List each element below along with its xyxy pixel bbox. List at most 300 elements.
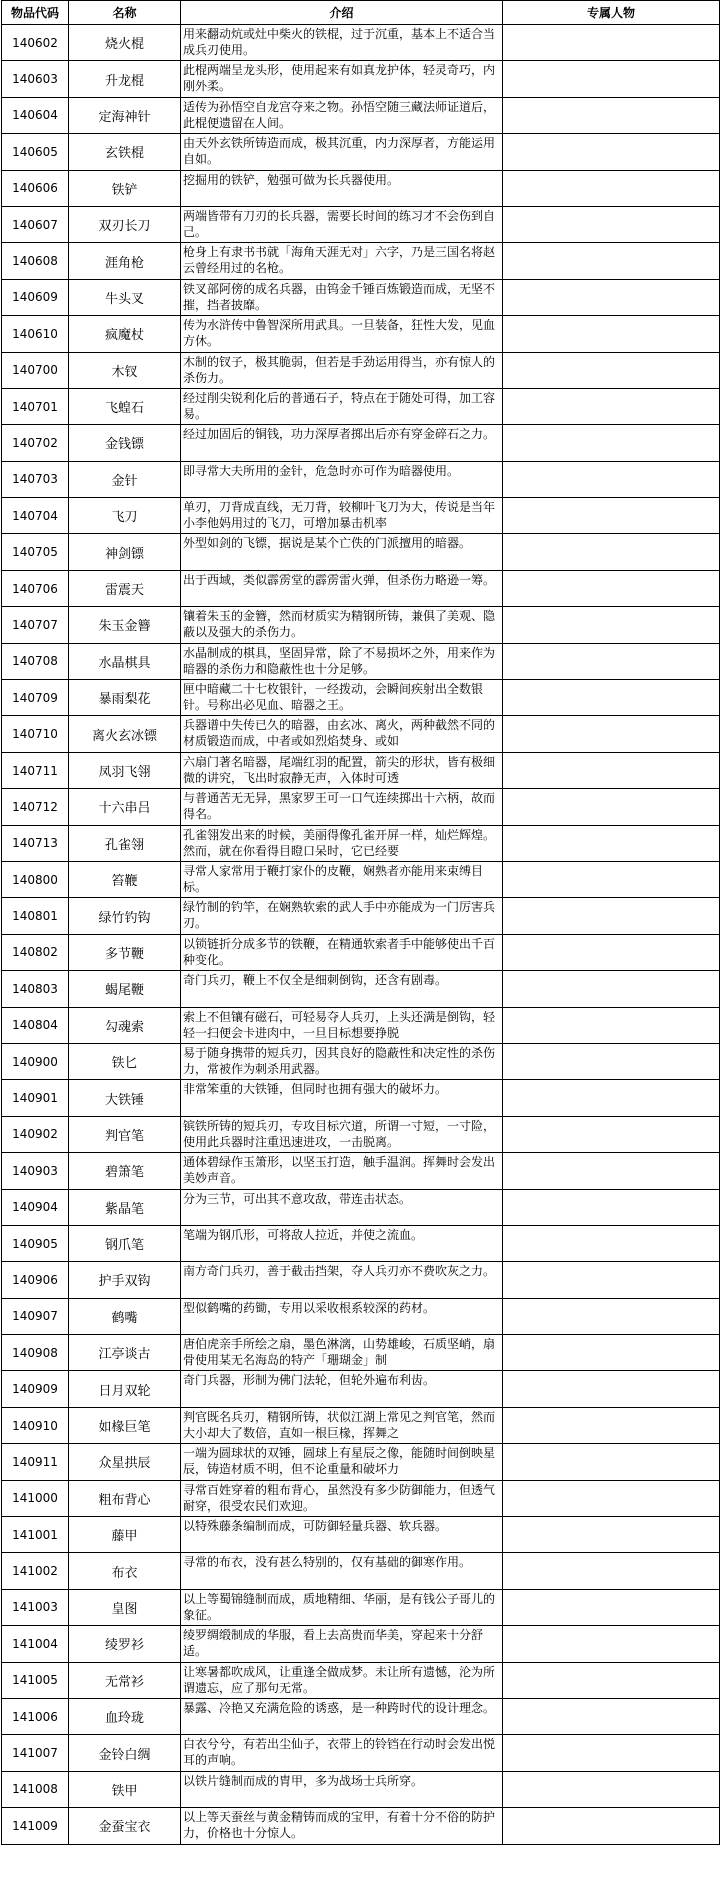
item-description-cell: [181, 825, 503, 861]
item-description-cell: [181, 388, 503, 424]
item-code: 141002: [2, 1553, 69, 1589]
table-row: [2, 134, 720, 170]
table-row: [2, 1298, 720, 1334]
item-description: 易于随身携带的短兵刃，因其良好的隐蔽性和决定性的杀伤力，常被作为刺杀用武器。: [183, 1045, 496, 1076]
table-row: [2, 25, 720, 61]
item-description: 一端为圆球状的双锤，圆球上有星辰之像，能随时间倒映星辰，铸造材质不明，但不论重量和破坏力: [183, 1446, 496, 1477]
item-code: 140711: [2, 752, 69, 788]
item-description: 孔雀翎发出来的时候，美丽得像孔雀开屏一样，灿烂辉煌。然而，就在你看得目瞪口呆时，它已经要: [183, 827, 496, 858]
item-description: 寻常百姓穿着的粗布背心，虽然没有多少防御能力，但透气耐穿，很受农民们欢迎。: [183, 1482, 496, 1513]
item-description: 以锁链折分成多节的铁鞭，在精通软索者手中能够使出千百种变化。: [183, 936, 496, 967]
table-row: [2, 1262, 720, 1298]
item-owner: [503, 716, 720, 752]
table-row: [2, 1371, 720, 1407]
item-description: 奇门兵刃，鞭上不仅全是细刺倒钩，还含有剧毒。: [183, 973, 448, 988]
item-description-cell: [181, 1735, 503, 1771]
item-description: 木制的钗子，极其脆弱，但若是手劲运用得当，亦有惊人的杀伤力。: [183, 354, 496, 385]
item-code: 140901: [2, 1080, 69, 1116]
item-description-cell: [181, 1407, 503, 1443]
item-description: 挖掘用的铁铲，勉强可做为长兵器使用。: [183, 172, 400, 187]
table-row: [2, 1116, 720, 1152]
item-description: 由天外玄铁所铸造而成，极其沉重，内力深厚者，方能运用自如。: [183, 136, 496, 167]
table-row: [2, 789, 720, 825]
item-description-cell: [181, 1698, 503, 1734]
header-owner: 专属人物: [503, 1, 720, 25]
item-owner: [503, 1735, 720, 1771]
table-row: [2, 1480, 720, 1516]
item-description-cell: [181, 61, 503, 97]
item-description: 寻常的布衣，没有甚么特别的，仅有基础的御寒作用。: [183, 1555, 472, 1570]
item-owner: [503, 498, 720, 534]
item-description: 以上等天蚕丝与黄金精铸而成的宝甲，有着十分不俗的防护力，价格也十分惊人。: [183, 1810, 496, 1841]
table-row: [2, 1553, 720, 1589]
item-code: 140905: [2, 1225, 69, 1261]
item-name: 护手双钩: [69, 1262, 181, 1298]
table-row: [2, 680, 720, 716]
item-description: 用来翻动炕或灶中柴火的铁棍，过于沉重，基本上不适合当成兵刃使用。: [183, 27, 496, 57]
item-description: 镔铁所铸的短兵刃，专攻目标穴道，所谓一寸短，一寸险，使用此兵器时注重迅速进攻，一击脱离。: [183, 1118, 496, 1149]
item-description-cell: [181, 206, 503, 242]
item-code: 140608: [2, 243, 69, 279]
table-row: [2, 498, 720, 534]
item-name: 涯角枪: [69, 243, 181, 279]
item-owner: [503, 1517, 720, 1553]
item-description: 适传为孙悟空自龙宫夺来之物。孙悟空随三藏法师证道后，此棍便遗留在人间。: [183, 99, 496, 130]
item-description: 即寻常大夫所用的金针，危急时亦可作为暗器使用。: [183, 463, 460, 478]
item-code: 140712: [2, 789, 69, 825]
item-owner: [503, 1444, 720, 1480]
item-description-cell: [181, 170, 503, 206]
item-name: 朱玉金簪: [69, 607, 181, 643]
item-description-cell: [181, 1262, 503, 1298]
item-owner: [503, 1626, 720, 1662]
item-description: 外型如剑的飞镖，据说是某个亡佚的门派擅用的暗器。: [183, 536, 472, 551]
item-owner: [503, 1262, 720, 1298]
item-name: 金铃白绸: [69, 1735, 181, 1771]
item-code: 140604: [2, 97, 69, 133]
item-description-cell: [181, 352, 503, 388]
item-description-cell: [181, 1771, 503, 1807]
item-name: 大铁锤: [69, 1080, 181, 1116]
header-row: [2, 1, 720, 25]
item-code: 141004: [2, 1626, 69, 1662]
item-description-cell: [181, 1043, 503, 1079]
item-description: 索上不但镶有磁石，可轻易夺人兵刃，上头还满是倒钩，轻轻一扫便会卡进肉中，一旦目标想要挣脱: [183, 1009, 496, 1040]
item-code: 140700: [2, 352, 69, 388]
item-code: 141003: [2, 1589, 69, 1625]
item-description-cell: [181, 752, 503, 788]
item-description: 兵器谱中失传已久的暗器，由玄冰、离火，两种截然不同的材质锻造而成，中者或如烈焰焚身、或如: [183, 718, 496, 749]
item-name: 日月双轮: [69, 1371, 181, 1407]
item-description-cell: [181, 861, 503, 897]
item-code: 140703: [2, 461, 69, 497]
table-row: [2, 1589, 720, 1625]
item-name: 江亭谈古: [69, 1335, 181, 1371]
item-description-cell: [181, 1480, 503, 1516]
item-code: 140909: [2, 1371, 69, 1407]
item-name: 金蚕宝衣: [69, 1808, 181, 1844]
table-row: [2, 534, 720, 570]
item-code: 140707: [2, 607, 69, 643]
item-code: 140804: [2, 1007, 69, 1043]
item-owner: [503, 789, 720, 825]
item-owner: [503, 1153, 720, 1189]
item-code: 140903: [2, 1153, 69, 1189]
item-code: 140709: [2, 680, 69, 716]
item-code: 140602: [2, 25, 69, 61]
table-row: [2, 570, 720, 606]
item-code: 140610: [2, 316, 69, 352]
item-description-cell: [181, 97, 503, 133]
table-row: [2, 607, 720, 643]
item-name: 凤羽飞翎: [69, 752, 181, 788]
item-owner: [503, 1116, 720, 1152]
item-description-cell: [181, 607, 503, 643]
item-name: 疯魔杖: [69, 316, 181, 352]
item-description-cell: [181, 1298, 503, 1334]
item-code: 140713: [2, 825, 69, 861]
item-owner: [503, 570, 720, 606]
item-name: 判官笔: [69, 1116, 181, 1152]
item-code: 141007: [2, 1735, 69, 1771]
item-description: 绫罗绸缎制成的华服，看上去高贵而华美，穿起来十分舒适。: [183, 1628, 484, 1659]
table-row: [2, 61, 720, 97]
item-description: 以铁片缝制而成的胄甲，多为战场士兵所穿。: [183, 1773, 424, 1788]
item-owner: [503, 752, 720, 788]
item-owner: [503, 1407, 720, 1443]
item-owner: [503, 425, 720, 461]
item-owner: [503, 97, 720, 133]
item-description-cell: [181, 1116, 503, 1152]
item-code: 141008: [2, 1771, 69, 1807]
item-description: 两端皆带有刀刃的长兵器，需要长时间的练习才不会伤到自己。: [183, 208, 496, 239]
item-description-cell: [181, 498, 503, 534]
item-name: 铁匕: [69, 1043, 181, 1079]
table-row: [2, 1153, 720, 1189]
item-owner: [503, 971, 720, 1007]
item-owner: [503, 1225, 720, 1261]
item-description-cell: [181, 971, 503, 1007]
item-description: 让寒暑都吹成风，让重逢全做成梦。未让所有遗憾，沦为所谓遗忘，应了那句无常。: [183, 1664, 496, 1695]
item-code: 140706: [2, 570, 69, 606]
item-name: 无常衫: [69, 1662, 181, 1698]
item-owner: [503, 1808, 720, 1844]
item-code: 140800: [2, 861, 69, 897]
item-name: 升龙棍: [69, 61, 181, 97]
item-description-cell: [181, 643, 503, 679]
item-description-cell: [181, 134, 503, 170]
item-name: 双刃长刀: [69, 206, 181, 242]
item-owner: [503, 388, 720, 424]
item-owner: [503, 1589, 720, 1625]
item-code: 140701: [2, 388, 69, 424]
table-row: [2, 1662, 720, 1698]
table-row: [2, 1189, 720, 1225]
item-owner: [503, 680, 720, 716]
table-row: [2, 1517, 720, 1553]
table-row: [2, 1407, 720, 1443]
item-description-cell: [181, 1335, 503, 1371]
item-code: 140702: [2, 425, 69, 461]
item-owner: [503, 352, 720, 388]
item-name: 十六串吕: [69, 789, 181, 825]
table-row: [2, 316, 720, 352]
item-code: 140708: [2, 643, 69, 679]
item-code: 140906: [2, 1262, 69, 1298]
table-row: [2, 716, 720, 752]
item-description-cell: [181, 789, 503, 825]
table-row: [2, 825, 720, 861]
item-owner: [503, 25, 720, 61]
item-name: 蝎尾鞭: [69, 971, 181, 1007]
item-description-cell: [181, 716, 503, 752]
table-row: [2, 461, 720, 497]
item-owner: [503, 1553, 720, 1589]
table-row: [2, 1007, 720, 1043]
item-name: 烧火棍: [69, 25, 181, 61]
item-code: 140910: [2, 1407, 69, 1443]
item-code: 140609: [2, 279, 69, 315]
item-code: 140705: [2, 534, 69, 570]
table-row: [2, 1080, 720, 1116]
item-description: 与普通苦无无异，黑家罗王可一口气连续掷出十六柄，故而得名。: [183, 791, 496, 822]
item-description-cell: [181, 570, 503, 606]
item-name: 水晶棋具: [69, 643, 181, 679]
item-name: 鹤嘴: [69, 1298, 181, 1334]
header-code: 物品代码: [2, 1, 69, 25]
item-name: 玄铁棍: [69, 134, 181, 170]
item-name: 牛头叉: [69, 279, 181, 315]
item-description-cell: [181, 1153, 503, 1189]
item-owner: [503, 316, 720, 352]
table-row: [2, 279, 720, 315]
item-description: 六扇门著名暗器，尾端红羽的配置，箭尖的形状，皆有极细微的讲究，飞出时寂静无声，入体时可透: [183, 754, 496, 785]
item-description-cell: [181, 1007, 503, 1043]
item-description: 出于西域，类似霹雳堂的霹雳雷火弹，但杀伤力略逊一筹。: [183, 572, 496, 587]
item-owner: [503, 206, 720, 242]
item-description-cell: [181, 1589, 503, 1625]
item-name: 铁铲: [69, 170, 181, 206]
table-row: [2, 388, 720, 424]
item-name: 定海神针: [69, 97, 181, 133]
item-description: 型似鹤嘴的药锄，专用以采收根系较深的药材。: [183, 1300, 436, 1315]
item-description-cell: [181, 1662, 503, 1698]
item-name: 钢爪笔: [69, 1225, 181, 1261]
item-description-cell: [181, 461, 503, 497]
table-row: [2, 1225, 720, 1261]
table-row: [2, 1626, 720, 1662]
item-description: 通体碧绿作玉箫形，以坚玉打造，触手温润。挥舞时会发出美妙声音。: [183, 1155, 496, 1186]
item-code: 141000: [2, 1480, 69, 1516]
item-owner: [503, 170, 720, 206]
item-owner: [503, 1771, 720, 1807]
table-row: [2, 206, 720, 242]
item-owner: [503, 534, 720, 570]
item-code: 140605: [2, 134, 69, 170]
item-owner: [503, 461, 720, 497]
item-name: 血玲珑: [69, 1698, 181, 1734]
table-body: [2, 25, 720, 1845]
item-code: 141009: [2, 1808, 69, 1844]
item-owner: [503, 1007, 720, 1043]
item-code: 140907: [2, 1298, 69, 1334]
table-row: [2, 97, 720, 133]
item-description-cell: [181, 1553, 503, 1589]
item-code: 140801: [2, 898, 69, 934]
item-description: 白衣兮兮，有若出尘仙子，衣带上的铃铛在行动时会发出悦耳的声响。: [183, 1737, 496, 1768]
item-owner: [503, 243, 720, 279]
item-description: 镶着朱玉的金簪，然而材质实为精钢所铸，兼俱了美观、隐蔽以及强大的杀伤力。: [183, 609, 496, 640]
item-code: 140603: [2, 61, 69, 97]
item-description-cell: [181, 534, 503, 570]
header-desc: 介绍: [181, 1, 503, 25]
item-owner: [503, 1298, 720, 1334]
table-row: [2, 1335, 720, 1371]
table-row: [2, 1698, 720, 1734]
item-owner: [503, 134, 720, 170]
item-name: 皇图: [69, 1589, 181, 1625]
item-description: 唐伯虎亲手所绘之扇，墨色淋漓，山势雄峻，石质坚峭，扇骨使用某无名海岛的特产「珊瑚金」制: [183, 1337, 496, 1368]
item-description: 传为水浒传中鲁智深所用武具。一旦装备，狂性大发，见血方休。: [183, 318, 496, 349]
table-row: [2, 934, 720, 970]
item-description-cell: [181, 425, 503, 461]
item-description: 南方奇门兵刃，善于截击挡架，夺人兵刃亦不费吹灰之力。: [183, 1264, 496, 1279]
table-row: [2, 643, 720, 679]
item-name: 铁甲: [69, 1771, 181, 1807]
item-code: 140710: [2, 716, 69, 752]
item-owner: [503, 898, 720, 934]
item-description-cell: [181, 1517, 503, 1553]
table-row: [2, 752, 720, 788]
item-description-cell: [181, 243, 503, 279]
item-owner: [503, 607, 720, 643]
item-description: 判官既名兵刃，精钢所铸，状似江湖上常见之判官笔，然而大小却大了数倍，直如一根巨椽，挥舞之: [183, 1409, 496, 1440]
item-code: 140900: [2, 1043, 69, 1079]
item-description-cell: [181, 1189, 503, 1225]
item-owner: [503, 1043, 720, 1079]
item-description: 暴露、冷艳又充满危险的诱惑，是一种跨时代的设计理念。: [183, 1700, 496, 1715]
item-owner: [503, 1335, 720, 1371]
item-name: 绿竹钓钩: [69, 898, 181, 934]
item-name: 绫罗衫: [69, 1626, 181, 1662]
item-description: 此棍两端呈龙头形，使用起来有如真龙护体，轻灵奇巧，内刚外柔。: [183, 63, 496, 94]
item-name: 碧箫笔: [69, 1153, 181, 1189]
item-description: 枪身上有隶书书就「海角天涯无对」六字，乃是三国名将赵云曾经用过的名枪。: [183, 245, 496, 276]
item-name: 离火玄冰镖: [69, 716, 181, 752]
item-description-cell: [181, 934, 503, 970]
item-owner: [503, 1662, 720, 1698]
item-description: 以上等蜀锦缝制而成，质地精细、华丽，是有钱公子哥儿的象征。: [183, 1591, 496, 1622]
item-owner: [503, 1189, 720, 1225]
item-name: 勾魂索: [69, 1007, 181, 1043]
item-description-cell: [181, 316, 503, 352]
item-owner: [503, 1080, 720, 1116]
item-name: 多节鞭: [69, 934, 181, 970]
item-code: 140607: [2, 206, 69, 242]
item-description-cell: [181, 1080, 503, 1116]
item-name: 布衣: [69, 1553, 181, 1589]
item-code: 140704: [2, 498, 69, 534]
item-table: [1, 0, 720, 1845]
table-row: [2, 971, 720, 1007]
table-row: [2, 1808, 720, 1844]
item-owner: [503, 643, 720, 679]
item-code: 140802: [2, 934, 69, 970]
item-name: 木钗: [69, 352, 181, 388]
item-code: 140911: [2, 1444, 69, 1480]
item-name: 藤甲: [69, 1517, 181, 1553]
item-owner: [503, 934, 720, 970]
header-name: 名称: [69, 1, 181, 25]
item-description-cell: [181, 1626, 503, 1662]
table-row: [2, 243, 720, 279]
item-code: 140904: [2, 1189, 69, 1225]
table-row: [2, 1444, 720, 1480]
table-row: [2, 861, 720, 897]
item-name: 孔雀翎: [69, 825, 181, 861]
table-row: [2, 170, 720, 206]
item-description: 非常笨重的大铁锤，但同时也拥有强大的破坏力。: [183, 1082, 448, 1097]
item-description: 以特殊藤条编制而成，可防御轻量兵器、软兵器。: [183, 1519, 448, 1534]
item-code: 140606: [2, 170, 69, 206]
item-description: 寻常人家常用于鞭打家仆的皮鞭，娴熟者亦能用来束缚目标。: [183, 863, 484, 894]
item-description-cell: [181, 1444, 503, 1480]
item-description: 单刃，刀背成直线，无刀背，较柳叶飞刀为大，传说是当年小李他妈用过的飞刀，可增加暴击机率: [183, 500, 496, 531]
item-code: 140803: [2, 971, 69, 1007]
item-description: 经过削尖锐利化后的普通石子，特点在于随处可得，加工容易。: [183, 390, 496, 421]
table-row: [2, 352, 720, 388]
item-description: 经过加固后的铜钱，功力深厚者掷出后亦有穿金碎石之力。: [183, 427, 496, 442]
item-code: 141005: [2, 1662, 69, 1698]
item-name: 神剑镖: [69, 534, 181, 570]
item-description-cell: [181, 680, 503, 716]
item-name: 雷震天: [69, 570, 181, 606]
item-description: 铁叉部阿傍的成名兵器，由钨金千锤百炼锻造而成，无坚不摧，挡者披靡。: [183, 281, 496, 312]
item-description-cell: [181, 1371, 503, 1407]
item-name: 金针: [69, 461, 181, 497]
item-name: 如椽巨笔: [69, 1407, 181, 1443]
item-description-cell: [181, 898, 503, 934]
item-description-cell: [181, 25, 503, 61]
item-owner: [503, 825, 720, 861]
item-description: 匣中暗藏二十七枚银针，一经拨动，会瞬间疾射出全数银针。号称出必见血、暗器之王。: [183, 682, 484, 713]
item-name: 飞刀: [69, 498, 181, 534]
item-name: 众星拱辰: [69, 1444, 181, 1480]
item-owner: [503, 1371, 720, 1407]
item-owner: [503, 1480, 720, 1516]
item-description: 奇门兵器，形制为佛门法轮，但轮外遍布利齿。: [183, 1373, 436, 1388]
item-description: 分为三节，可出其不意攻敌，带连击状态。: [183, 1191, 412, 1206]
item-owner: [503, 861, 720, 897]
item-name: 笞鞭: [69, 861, 181, 897]
table-row: [2, 1771, 720, 1807]
item-description-cell: [181, 279, 503, 315]
item-code: 140902: [2, 1116, 69, 1152]
item-name: 暴雨梨花: [69, 680, 181, 716]
item-name: 紫晶笔: [69, 1189, 181, 1225]
table-row: [2, 425, 720, 461]
item-code: 140908: [2, 1335, 69, 1371]
item-owner: [503, 61, 720, 97]
item-owner: [503, 1698, 720, 1734]
item-description: 笔端为钢爪形，可将敌人拉近，并使之流血。: [183, 1227, 424, 1242]
table-row: [2, 1043, 720, 1079]
item-code: 141001: [2, 1517, 69, 1553]
item-name: 粗布背心: [69, 1480, 181, 1516]
item-name: 金钱镖: [69, 425, 181, 461]
item-name: 飞蝗石: [69, 388, 181, 424]
table-row: [2, 898, 720, 934]
